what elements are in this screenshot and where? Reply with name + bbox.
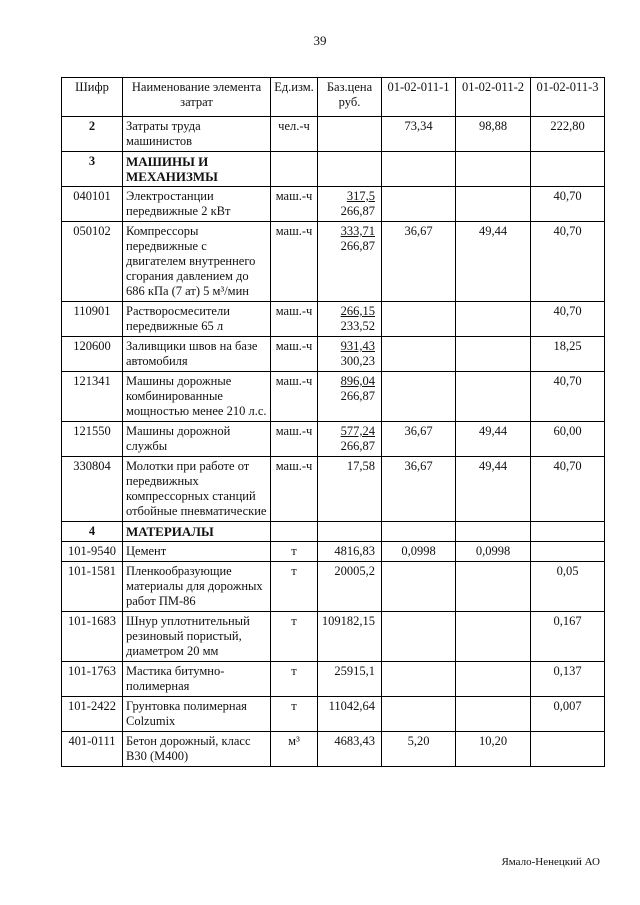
material-code: 101-1683 [62,612,123,662]
material-row [62,732,605,767]
machine-v1 [382,372,456,422]
machine-v3: 40,70 [531,222,605,302]
machine-price [318,222,382,302]
machine-row [62,422,605,457]
empty-cell [271,522,318,542]
labor-v1: 73,34 [382,117,456,152]
empty-cell [531,152,605,187]
material-code: 101-1581 [62,562,123,612]
machine-code: 121550 [62,422,123,457]
machine-v3: 40,70 [531,187,605,222]
material-unit: т [271,612,318,662]
machine-row [62,187,605,222]
machine-name: Электростанции передвижные 2 кВт [123,187,271,222]
header-row [62,78,605,117]
machine-v2: 49,44 [456,457,531,522]
material-code: 401-0111 [62,732,123,767]
empty-cell [271,152,318,187]
material-unit: т [271,697,318,732]
material-price: 109182,15 [318,612,382,662]
labor-code: 2 [62,117,123,152]
machine-name: Компрессоры передвижные с двигателем внутреннего сгорания давлением до 686 кПа (7 ат) 5 м³/мин [123,222,271,302]
footer-region: Ямало-Ненецкий АО [501,856,600,868]
machines-section-row [62,152,605,187]
machine-name: Растворосмесители передвижные 65 л [123,302,271,337]
material-code: 101-1763 [62,662,123,697]
material-v2: 0,0998 [456,542,531,562]
material-name: Шнур уплотнительный резиновый пористый, диаметром 20 мм [123,612,271,662]
machine-code: 050102 [62,222,123,302]
machine-unit: маш.-ч [271,372,318,422]
machine-unit: маш.-ч [271,337,318,372]
machine-v2 [456,337,531,372]
empty-cell [531,522,605,542]
material-row [62,562,605,612]
price-wage: 266,87 [340,239,375,253]
empty-cell [318,152,382,187]
labor-price [318,117,382,152]
header-unit: Ед.изм. [271,78,318,117]
material-unit: т [271,662,318,697]
material-row [62,697,605,732]
machine-v2 [456,302,531,337]
material-v2 [456,612,531,662]
price-base: 931,43 [340,339,375,353]
material-row [62,662,605,697]
machine-unit: маш.-ч [271,222,318,302]
material-v3: 0,167 [531,612,605,662]
materials-section-row [62,522,605,542]
price-wage: 266,87 [340,439,375,453]
machine-v1 [382,187,456,222]
material-v1 [382,562,456,612]
material-price: 4683,43 [318,732,382,767]
machines-section-name: МАШИНЫ И МЕХАНИЗМЫ [123,152,271,187]
header-code: Шифр [62,78,123,117]
material-v3: 0,05 [531,562,605,612]
material-v3 [531,542,605,562]
material-price: 20005,2 [318,562,382,612]
machine-v3: 40,70 [531,302,605,337]
machine-v3: 40,70 [531,457,605,522]
material-v2 [456,662,531,697]
norms-table [61,77,605,767]
header-col1: 01-02-011-1 [382,78,456,117]
machine-code: 040101 [62,187,123,222]
machine-unit: маш.-ч [271,422,318,457]
material-v2 [456,562,531,612]
price-base: 17,58 [346,459,375,473]
machine-price [318,457,382,522]
material-code: 101-9540 [62,542,123,562]
labor-unit: чел.-ч [271,117,318,152]
material-v1 [382,662,456,697]
machine-row [62,302,605,337]
material-name: Цемент [123,542,271,562]
machine-v2: 49,44 [456,422,531,457]
materials-section-name: МАТЕРИАЛЫ [123,522,271,542]
machine-code: 121341 [62,372,123,422]
machine-price [318,337,382,372]
materials-section-code: 4 [62,522,123,542]
header-name: Наименование элемента затрат [123,78,271,117]
price-wage: 233,52 [340,319,375,333]
material-unit: т [271,542,318,562]
material-row [62,542,605,562]
machine-price [318,187,382,222]
labor-v3: 222,80 [531,117,605,152]
machine-v3: 60,00 [531,422,605,457]
machine-v3: 18,25 [531,337,605,372]
empty-cell [456,522,531,542]
page-number: 39 [313,33,327,48]
machine-code: 120600 [62,337,123,372]
machine-v1: 36,67 [382,422,456,457]
price-base: 896,04 [340,374,375,388]
machine-v1: 36,67 [382,222,456,302]
empty-cell [318,522,382,542]
machine-price [318,302,382,337]
price-base: 317,5 [346,189,375,203]
material-v2: 10,20 [456,732,531,767]
material-unit: т [271,562,318,612]
empty-cell [382,522,456,542]
material-v1: 5,20 [382,732,456,767]
material-price: 4816,83 [318,542,382,562]
machine-name: Заливщики швов на базе автомобиля [123,337,271,372]
empty-cell [382,152,456,187]
machine-code: 110901 [62,302,123,337]
material-price: 25915,1 [318,662,382,697]
material-price: 11042,64 [318,697,382,732]
machine-v2 [456,187,531,222]
machine-price [318,422,382,457]
material-v2 [456,697,531,732]
material-name: Пленкообразующие материалы для дорожных работ ПМ-86 [123,562,271,612]
header-col3: 01-02-011-3 [531,78,605,117]
price-base: 577,24 [340,424,375,438]
machine-v1 [382,337,456,372]
price-wage: 266,87 [340,389,375,403]
empty-cell [456,152,531,187]
material-v1: 0,0998 [382,542,456,562]
machine-v2 [456,372,531,422]
material-v1 [382,697,456,732]
machine-unit: маш.-ч [271,187,318,222]
labor-row [62,117,605,152]
machine-name: Машины дорожной службы [123,422,271,457]
machine-row [62,337,605,372]
material-code: 101-2422 [62,697,123,732]
machine-price [318,372,382,422]
header-col2: 01-02-011-2 [456,78,531,117]
material-v3: 0,137 [531,662,605,697]
price-base: 266,15 [340,304,375,318]
material-unit: м³ [271,732,318,767]
machines-section-code: 3 [62,152,123,187]
machine-v1 [382,302,456,337]
machine-name: Молотки при работе от передвижных компрессорных станций отбойные пневматические [123,457,271,522]
header-price: Баз.цена руб. [318,78,382,117]
material-v1 [382,612,456,662]
machine-row [62,372,605,422]
machine-row [62,222,605,302]
labor-v2: 98,88 [456,117,531,152]
price-wage: 300,23 [340,354,375,368]
machine-v2: 49,44 [456,222,531,302]
material-name: Мастика битумно-полимерная [123,662,271,697]
material-name: Грунтовка полимерная Colzumix [123,697,271,732]
machine-unit: маш.-ч [271,302,318,337]
price-base: 333,71 [340,224,375,238]
machine-v1: 36,67 [382,457,456,522]
machine-v3: 40,70 [531,372,605,422]
price-wage: 266,87 [340,204,375,218]
machine-name: Машины дорожные комбинированные мощностью менее 210 л.с. [123,372,271,422]
material-row [62,612,605,662]
machine-unit: маш.-ч [271,457,318,522]
machine-row [62,457,605,522]
material-v3: 0,007 [531,697,605,732]
material-v3 [531,732,605,767]
material-name: Бетон дорожный, класс B30 (M400) [123,732,271,767]
machine-code: 330804 [62,457,123,522]
labor-name: Затраты труда машинистов [123,117,271,152]
